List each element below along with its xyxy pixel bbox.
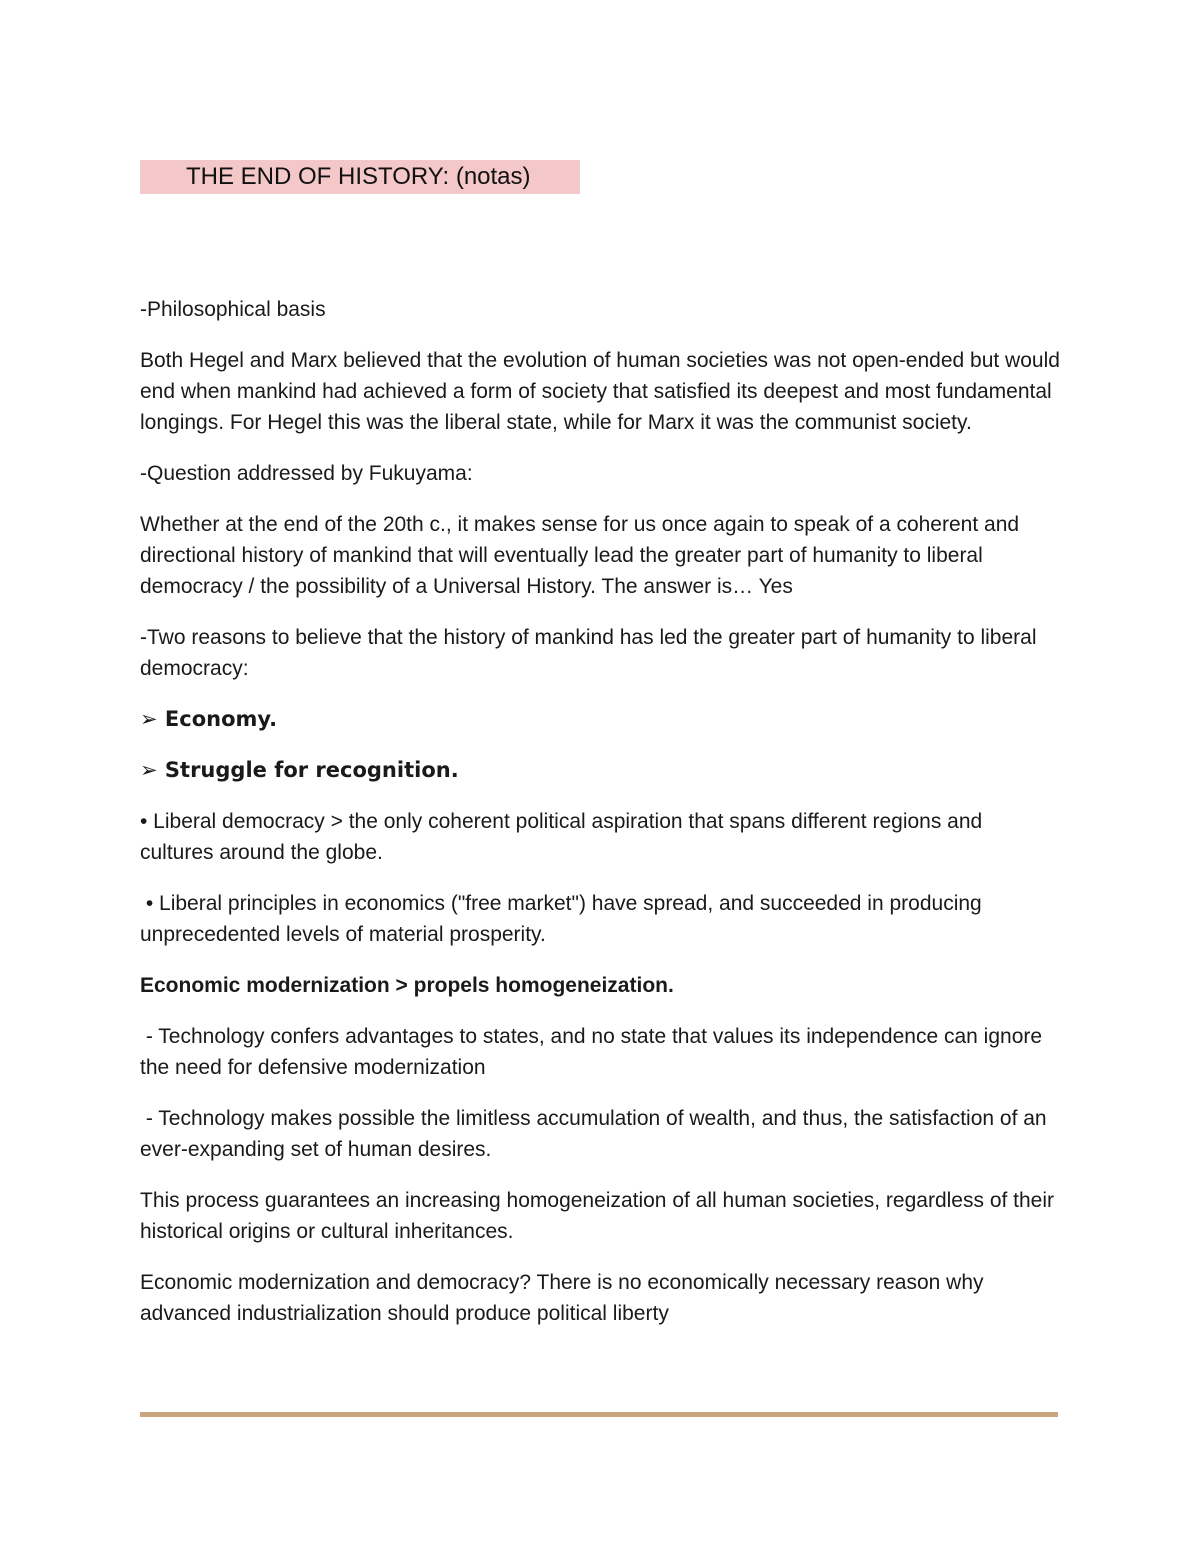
section-heading-philosophical-basis: -Philosophical basis [140,298,326,321]
page-title: THE END OF HISTORY: (notas) [186,163,531,190]
bullet-liberal-principles: • Liberal principles in economics ("free market") have spread, and succeeded in producing unprecedented levels of material prosperity. [140,892,988,946]
point-technology-advantages: - Technology confers advantages to states, and no state that values its independence can ignore the need for defensive modernization [140,1025,1048,1079]
paragraph-homogeneization: This process guarantees an increasing homogeneization of all human societies, regardless of their historical origins or cultural inheritances. [140,1189,1055,1243]
heading-economic-modernization: Economic modernization > propels homogeneization. [140,974,674,997]
document-body [140,294,1060,1349]
section-heading-two-reasons: -Two reasons to believe that the history of mankind has led the greater part of humanity to liberal democracy: [140,626,1037,680]
section-heading-question: -Question addressed by Fukuyama: [140,462,473,485]
bullet-liberal-democracy: • Liberal democracy > the only coherent political aspiration that spans different regions and cultures around the globe. [140,810,983,864]
paragraph-universal-history: Whether at the end of the 20th c., it makes sense for us once again to speak of a coherent and directional history of mankind that will eventually lead the greater part of humanity to liberal democracy / the possibility of a Universal History. The answer is… Yes [140,513,1020,598]
reason-economy: ➢ Economy. [140,707,278,731]
reason-recognition: ➢ Struggle for recognition. [140,758,459,782]
paragraph-hegel-marx: Both Hegel and Marx believed that the evolution of human societies was not open-ended but would end when mankind had achieved a form of society that satisfied its deepest and most fundamental longings. For Hegel this was the liberal state, while for Marx it was the communist society. [140,349,1060,434]
divider-line [140,1412,1058,1417]
paragraph-modernization-democracy: Economic modernization and democracy? There is no economically necessary reason why advanced industrialization should produce political liberty [140,1271,984,1325]
point-technology-wealth: - Technology makes possible the limitless accumulation of wealth, and thus, the satisfaction of an ever-expanding set of human desires. [140,1107,1053,1161]
